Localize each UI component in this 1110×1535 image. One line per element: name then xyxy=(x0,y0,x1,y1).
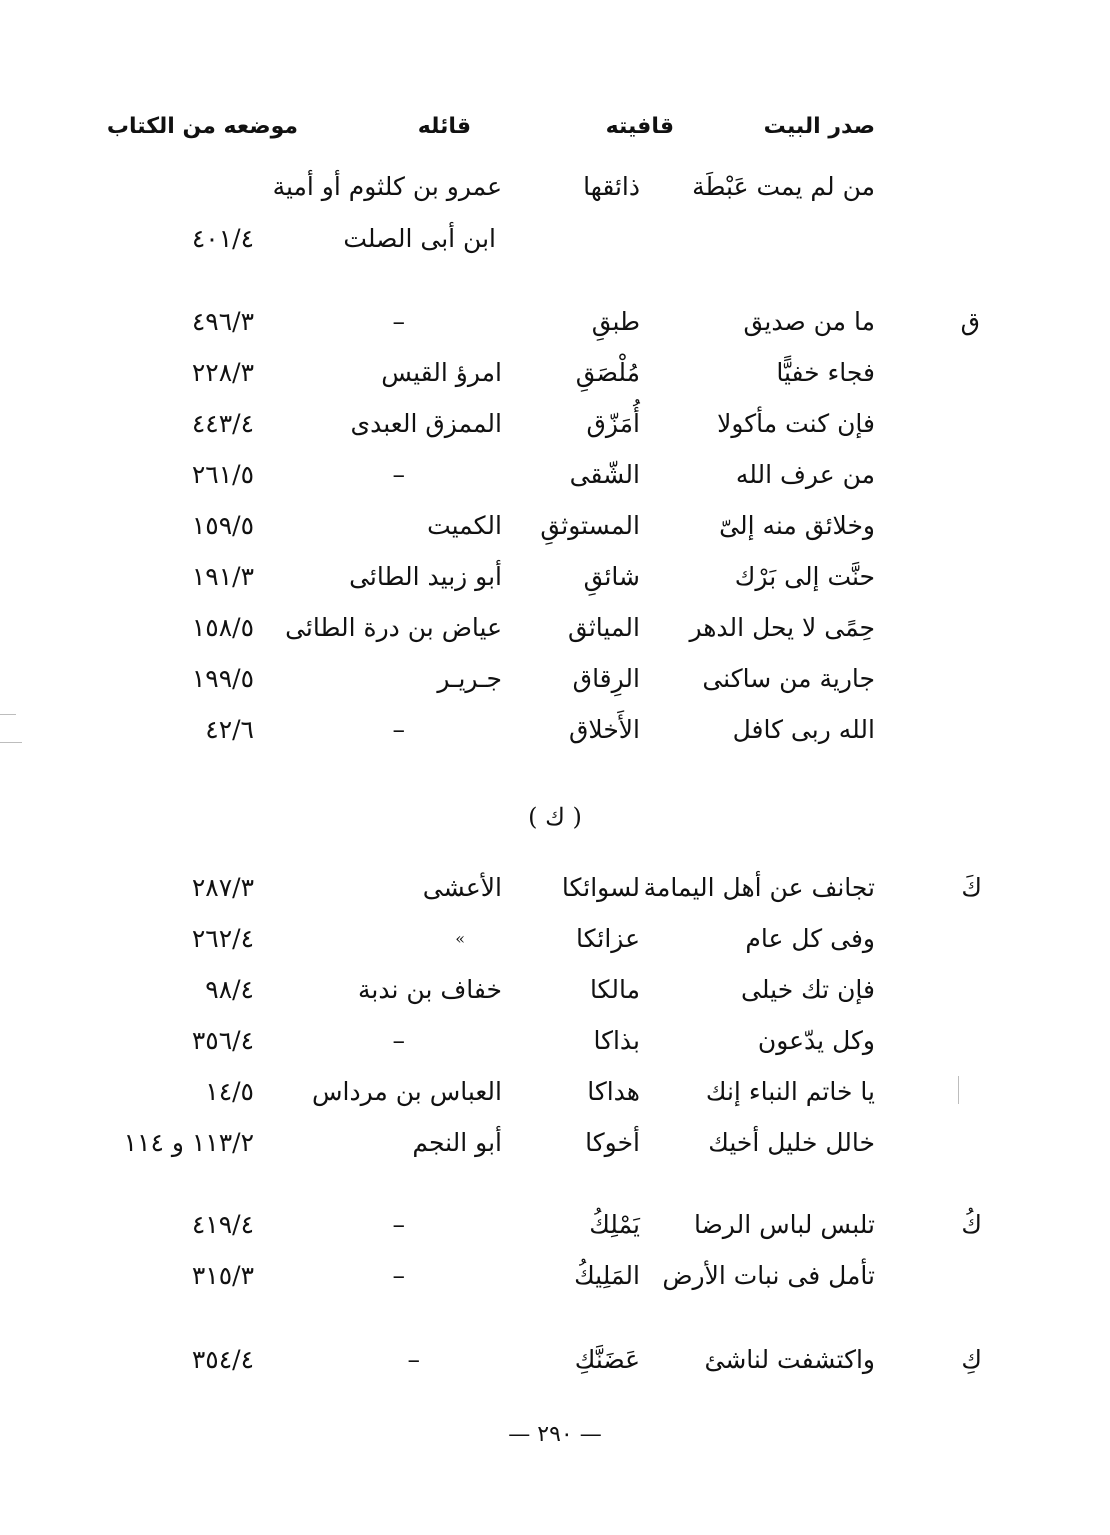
rhyme-word: عزائكا xyxy=(575,924,640,953)
book-location: ٤٢/٦ xyxy=(205,715,254,744)
rhyme-word: المَلِيكُ xyxy=(574,1261,640,1290)
poet-name: العباس بن مرداس xyxy=(312,1077,502,1106)
verse-start: جارية من ساكنى xyxy=(702,664,875,693)
poet-name: ابن أبى الصلت xyxy=(343,224,496,253)
page-number: — ٢٩٠ — xyxy=(508,1422,602,1447)
verse-start: من عرف الله xyxy=(735,460,875,489)
verse-start: حِمًى لا يحل الدهر xyxy=(689,613,875,642)
rhyme-word: لسوائكا xyxy=(561,873,640,902)
rhyme-letter-kaf-fatha: كَ xyxy=(961,873,982,902)
poet-name: – xyxy=(392,1026,405,1055)
verse-start: من لم يمت عَبْطَة xyxy=(692,172,875,201)
poet-name: – xyxy=(407,1345,420,1374)
poet-name: الأعشى xyxy=(422,873,502,902)
poet-name: عياض بن درة الطائى xyxy=(285,613,502,642)
rhyme-word: ذائقها xyxy=(583,172,640,201)
verse-start: فإن كنت مأكولا xyxy=(717,409,875,438)
header-rhyme: قافيته xyxy=(605,114,674,139)
book-location: ٤٠١/٤ xyxy=(191,224,254,253)
book-location: ٩٨/٤ xyxy=(205,975,254,1004)
scan-mark xyxy=(958,1076,959,1104)
rhyme-word: أخوكا xyxy=(585,1128,640,1157)
book-location: ٢٨٧/٣ xyxy=(191,873,254,902)
poet-name: امرؤ القيس xyxy=(381,358,502,387)
book-location: ١١٣/٢ و ١١٤ xyxy=(123,1128,254,1157)
rhyme-word: بذاكا xyxy=(593,1026,640,1055)
poet-name: الكميت xyxy=(427,511,502,540)
book-location: ٣٥٦/٤ xyxy=(191,1026,254,1055)
book-location: ٣٥٤/٤ xyxy=(191,1345,254,1374)
book-location: ٢٢٨/٣ xyxy=(191,358,254,387)
rhyme-word: أُمَزّق xyxy=(586,409,640,438)
rhyme-word: الرِقاق xyxy=(572,664,640,693)
verse-start: تأمل فى نبات الأرض xyxy=(662,1261,875,1290)
rhyme-word: هداكا xyxy=(587,1077,640,1106)
rhyme-letter-kaf-kasra: كِ xyxy=(961,1345,982,1374)
rhyme-word: المياثق xyxy=(568,613,640,642)
book-location: ٢٦١/٥ xyxy=(191,460,254,489)
poet-name: خفاف بن ندبة xyxy=(358,975,502,1004)
poet-name: – xyxy=(392,715,405,744)
book-location: ١٤/٥ xyxy=(205,1077,254,1106)
verse-start: حنَّت إلى بَرْك xyxy=(734,562,875,591)
book-location: ٤٤٣/٤ xyxy=(191,409,254,438)
verse-start: يا خاتم النباء إنك xyxy=(705,1077,875,1106)
poet-name: » xyxy=(455,929,465,948)
poet-name: الممزق العبدى xyxy=(350,409,502,438)
verse-start: واكتشفت لناشئ xyxy=(704,1345,875,1374)
header-verse: صدر البيت xyxy=(763,114,875,139)
book-location: ٤٩٦/٣ xyxy=(191,307,254,336)
book-location: ٢٦٢/٤ xyxy=(191,924,254,953)
verse-start: فإن تك خيلى xyxy=(741,975,875,1004)
verse-start: وكل يدّعون xyxy=(757,1026,875,1055)
verse-start: تلبس لباس الرضا xyxy=(693,1210,875,1239)
scan-mark xyxy=(0,714,16,715)
rhyme-word: عَضَنَّكِ xyxy=(574,1345,640,1374)
rhyme-letter-kaf-damma: كُ xyxy=(961,1210,982,1239)
section-heading-kaf: ( ك ) xyxy=(528,803,582,831)
poet-name: – xyxy=(392,1261,405,1290)
book-location: ٣١٥/٣ xyxy=(191,1261,254,1290)
header-location: موضعه من الكتاب xyxy=(106,114,298,139)
rhyme-word: شائقِ xyxy=(583,562,640,591)
book-location: ١٩١/٣ xyxy=(191,562,254,591)
rhyme-word: المستوثقِ xyxy=(540,511,640,540)
poet-name: – xyxy=(392,1210,405,1239)
poet-name: عمرو بن كلثوم أو أمية xyxy=(272,172,502,201)
rhyme-letter-qaf: ق xyxy=(960,307,980,336)
poet-name: جـريـر xyxy=(437,664,502,693)
verse-start: تجانف عن أهل اليمامة xyxy=(643,873,875,902)
poet-name: – xyxy=(392,460,405,489)
rhyme-word: مالكا xyxy=(589,975,640,1004)
book-location: ١٥٩/٥ xyxy=(191,511,254,540)
rhyme-word: الشّقى xyxy=(569,460,640,489)
rhyme-word: الأَخلاق xyxy=(569,715,640,744)
verse-start: ما من صديق xyxy=(743,307,875,336)
verse-start: فجاء خفيًّا xyxy=(776,358,875,387)
poet-name: – xyxy=(392,307,405,336)
rhyme-word: طبقِ xyxy=(591,307,640,336)
rhyme-word: يَمْلِكُ xyxy=(589,1210,640,1239)
book-location: ١٩٩/٥ xyxy=(191,664,254,693)
verse-start: خالل خليل أخيك xyxy=(708,1128,875,1157)
header-poet: قائله xyxy=(417,114,471,139)
verse-start: وفى كل عام xyxy=(745,924,875,953)
book-location: ٤١٩/٤ xyxy=(191,1210,254,1239)
scan-mark xyxy=(0,742,22,743)
verse-start: الله ربى كافل xyxy=(732,715,875,744)
poet-name: أبو زبيد الطائى xyxy=(349,562,502,591)
poet-name: أبو النجم xyxy=(412,1128,502,1157)
verse-start: وخلائق منه إلىّ xyxy=(719,511,875,540)
rhyme-word: مُلْصَقِ xyxy=(575,358,640,387)
book-location: ١٥٨/٥ xyxy=(191,613,254,642)
